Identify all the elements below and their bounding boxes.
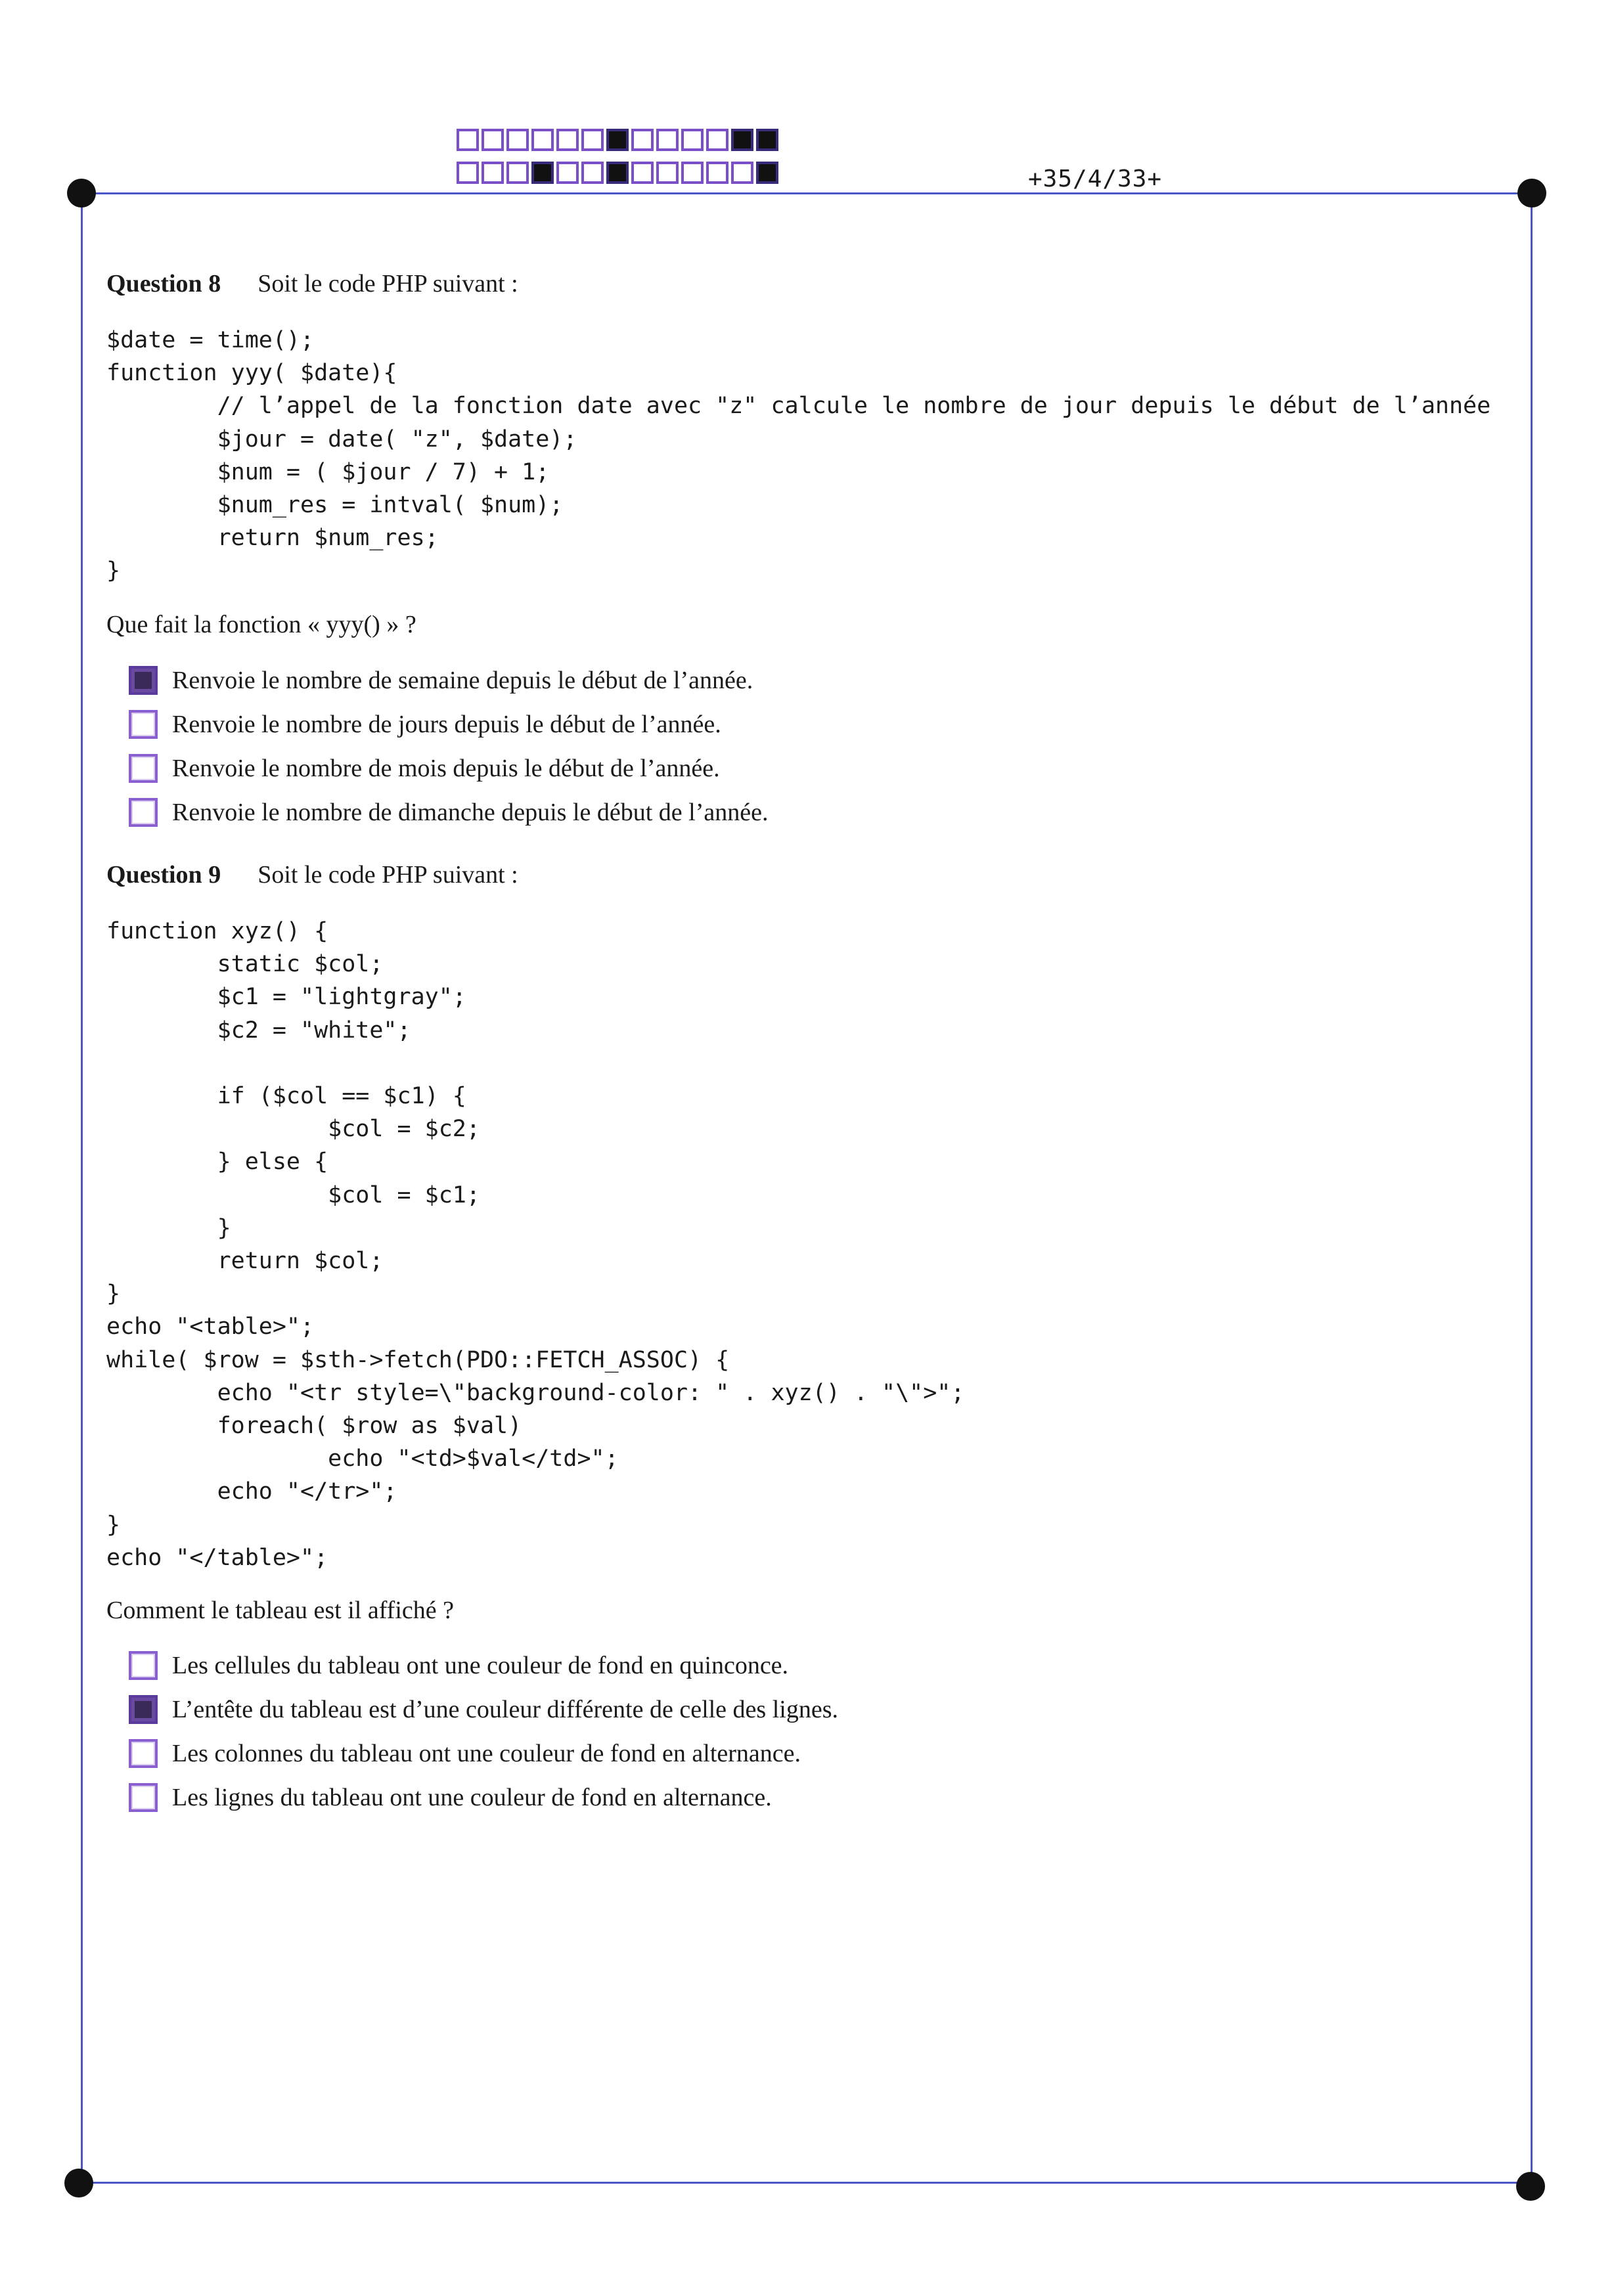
- question-8-prompt: Que fait la fonction « yyy() » ?: [106, 611, 416, 638]
- barcode-cell: [506, 162, 529, 184]
- answer-text: Les colonnes du tableau ont une couleur de fond en alternance.: [172, 1739, 801, 1767]
- corner-mark-bottom-right: [1516, 2172, 1545, 2201]
- barcode-cell: [506, 129, 529, 151]
- page-number: +35/4/33+: [1028, 166, 1163, 192]
- frame-left-line: [81, 192, 83, 2184]
- barcode-cell: [731, 162, 753, 184]
- question-8-answer-2[interactable]: [129, 702, 768, 746]
- answer-text: L’entête du tableau est d’une couleur différente de celle des lignes.: [172, 1695, 838, 1723]
- barcode-cell: [482, 129, 504, 151]
- barcode-cell: [731, 129, 753, 151]
- question-8-answer-1[interactable]: [129, 658, 768, 702]
- corner-mark-top-right: [1517, 179, 1546, 208]
- barcode-cell: [531, 162, 554, 184]
- barcode-cell: [706, 162, 729, 184]
- barcode-cell: [581, 129, 604, 151]
- answer-text: Renvoie le nombre de dimanche depuis le début de l’année.: [172, 798, 769, 826]
- barcode-cell: [631, 129, 654, 151]
- frame-right-line: [1531, 192, 1533, 2184]
- corner-mark-bottom-left: [64, 2169, 93, 2197]
- question-9-prompt: Comment le tableau est il affiché ?: [106, 1597, 454, 1624]
- corner-mark-top-left: [67, 179, 96, 208]
- question-9-answer-4[interactable]: [129, 1775, 838, 1819]
- answer-text: Renvoie le nombre de jours depuis le début de l’année.: [172, 710, 721, 738]
- answer-checkbox[interactable]: [129, 1739, 158, 1768]
- question-8-intro: Soit le code PHP suivant :: [258, 270, 518, 298]
- answer-checkbox[interactable]: [129, 666, 158, 695]
- answer-text: Les lignes du tableau ont une couleur de fond en alternance.: [172, 1783, 772, 1811]
- barcode-cell: [457, 129, 479, 151]
- answer-checkbox[interactable]: [129, 1651, 158, 1680]
- barcode-cell: [556, 162, 579, 184]
- barcode-cell: [656, 162, 679, 184]
- barcode-row-top: [457, 129, 778, 151]
- question-9-answer-3[interactable]: [129, 1731, 838, 1775]
- answer-text: Les cellules du tableau ont une couleur de fond en quinconce.: [172, 1651, 789, 1679]
- answer-checkbox[interactable]: [129, 710, 158, 739]
- question-8-title: Question 8: [106, 270, 221, 298]
- answer-checkbox[interactable]: [129, 1783, 158, 1812]
- question-9-code: function xyz() { static $col; $c1 = "lightgray"; $c2 = "white"; if ($col == $c1) { $col = $c2; } else { $col = $c1; } return $col; } echo "<table>"; while( $row = $sth->fetch(PDO::FETCH_ASSOC) { echo "<tr style=\"background-color: " . xyz() . "\">"; foreach( $row as $val) echo "<td>$val</td>"; echo "</tr>"; } echo "</table>";: [106, 918, 965, 1571]
- barcode-cell: [482, 162, 504, 184]
- question-8-answers: [129, 658, 768, 834]
- barcode-cell: [631, 162, 654, 184]
- barcode-cell: [531, 129, 554, 151]
- question-9-answer-2[interactable]: [129, 1687, 838, 1731]
- question-9-answers: [129, 1643, 838, 1819]
- frame-top-line: [84, 192, 1533, 194]
- answer-checkbox[interactable]: [129, 754, 158, 783]
- barcode-cell: [606, 162, 629, 184]
- barcode-cell: [606, 129, 629, 151]
- question-9-header: [106, 860, 518, 889]
- answer-text: Renvoie le nombre de mois depuis le début de l’année.: [172, 754, 720, 782]
- barcode-cell: [581, 162, 604, 184]
- barcode-cell: [681, 162, 704, 184]
- barcode-cell: [457, 162, 479, 184]
- question-9-answer-1[interactable]: [129, 1643, 838, 1687]
- barcode-cell: [656, 129, 679, 151]
- barcode-cell: [756, 162, 778, 184]
- question-8-code: $date = time(); function yyy( $date){ // l’appel de la fonction date avec "z" calcule le nombre de jour depuis le début de l’année $jour = date( "z", $date); $num = ( $jour / 7) + 1; $num_res = intval( $num); return $num_res; }: [106, 327, 1491, 585]
- answer-checkbox[interactable]: [129, 1695, 158, 1724]
- barcode-row-bottom: [457, 162, 778, 184]
- answer-text: Renvoie le nombre de semaine depuis le début de l’année.: [172, 666, 753, 694]
- question-8-header: [106, 269, 518, 298]
- frame-bottom-line: [78, 2182, 1531, 2184]
- barcode-cell: [756, 129, 778, 151]
- question-8-answer-4[interactable]: [129, 790, 768, 834]
- question-8-answer-3[interactable]: [129, 746, 768, 790]
- barcode-cell: [706, 129, 729, 151]
- question-9-title: Question 9: [106, 861, 221, 889]
- question-9-intro: Soit le code PHP suivant :: [258, 861, 518, 889]
- barcode-cell: [681, 129, 704, 151]
- barcode-cell: [556, 129, 579, 151]
- answer-checkbox[interactable]: [129, 798, 158, 827]
